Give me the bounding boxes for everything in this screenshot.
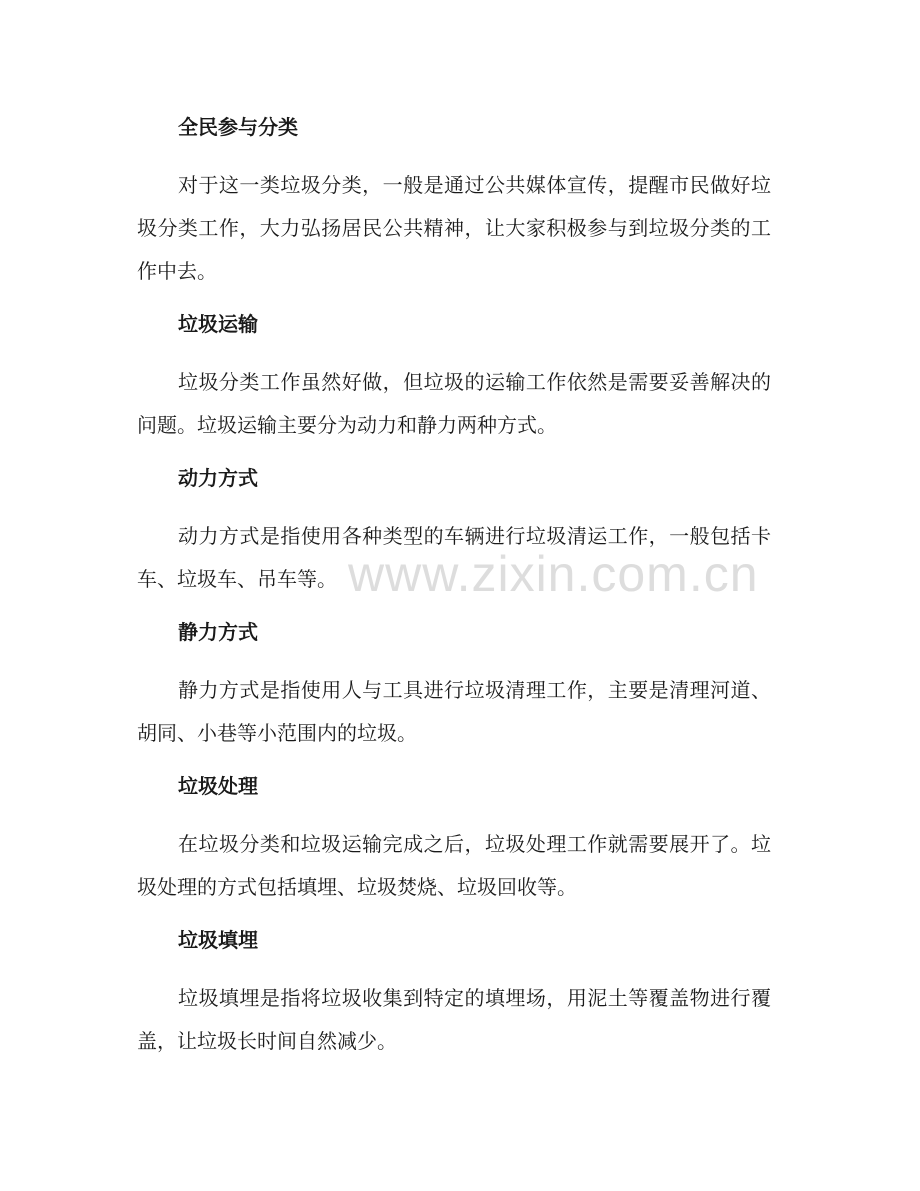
- section-heading-treatment: 垃圾处理: [178, 774, 258, 798]
- section-paragraph-participation: 对于这一类垃圾分类，一般是通过公共媒体宣传，提醒市民做好垃圾分类工作，大力弘扬居民公共精神，让大家积极参与到垃圾分类的工作中去。: [137, 173, 771, 283]
- section-heading-manual: 静力方式: [178, 620, 258, 644]
- section-heading-participation: 全民参与分类: [178, 115, 298, 139]
- section-paragraph-powered: 动力方式是指使用各种类型的车辆进行垃圾清运工作，一般包括卡车、垃圾车、吊车等。: [137, 524, 771, 591]
- section-paragraph-transport: 垃圾分类工作虽然好做，但垃圾的运输工作依然是需要妥善解决的问题。垃圾运输主要分为动力和静力两种方式。: [137, 370, 771, 437]
- section-heading-landfill: 垃圾填埋: [178, 928, 258, 952]
- section-paragraph-landfill: 垃圾填埋是指将垃圾收集到特定的填埋场，用泥土等覆盖物进行覆盖，让垃圾长时间自然减少。: [137, 986, 771, 1053]
- section-heading-powered: 动力方式: [178, 466, 258, 490]
- section-paragraph-treatment: 在垃圾分类和垃圾运输完成之后，垃圾处理工作就需要展开了。垃圾处理的方式包括填埋、垃圾焚烧、垃圾回收等。: [137, 832, 771, 899]
- watermark-text: www.zixin.com.cn: [348, 546, 759, 602]
- section-paragraph-manual: 静力方式是指使用人与工具进行垃圾清理工作，主要是清理河道、胡同、小巷等小范围内的垃圾。: [137, 678, 771, 745]
- section-heading-transport: 垃圾运输: [178, 312, 258, 336]
